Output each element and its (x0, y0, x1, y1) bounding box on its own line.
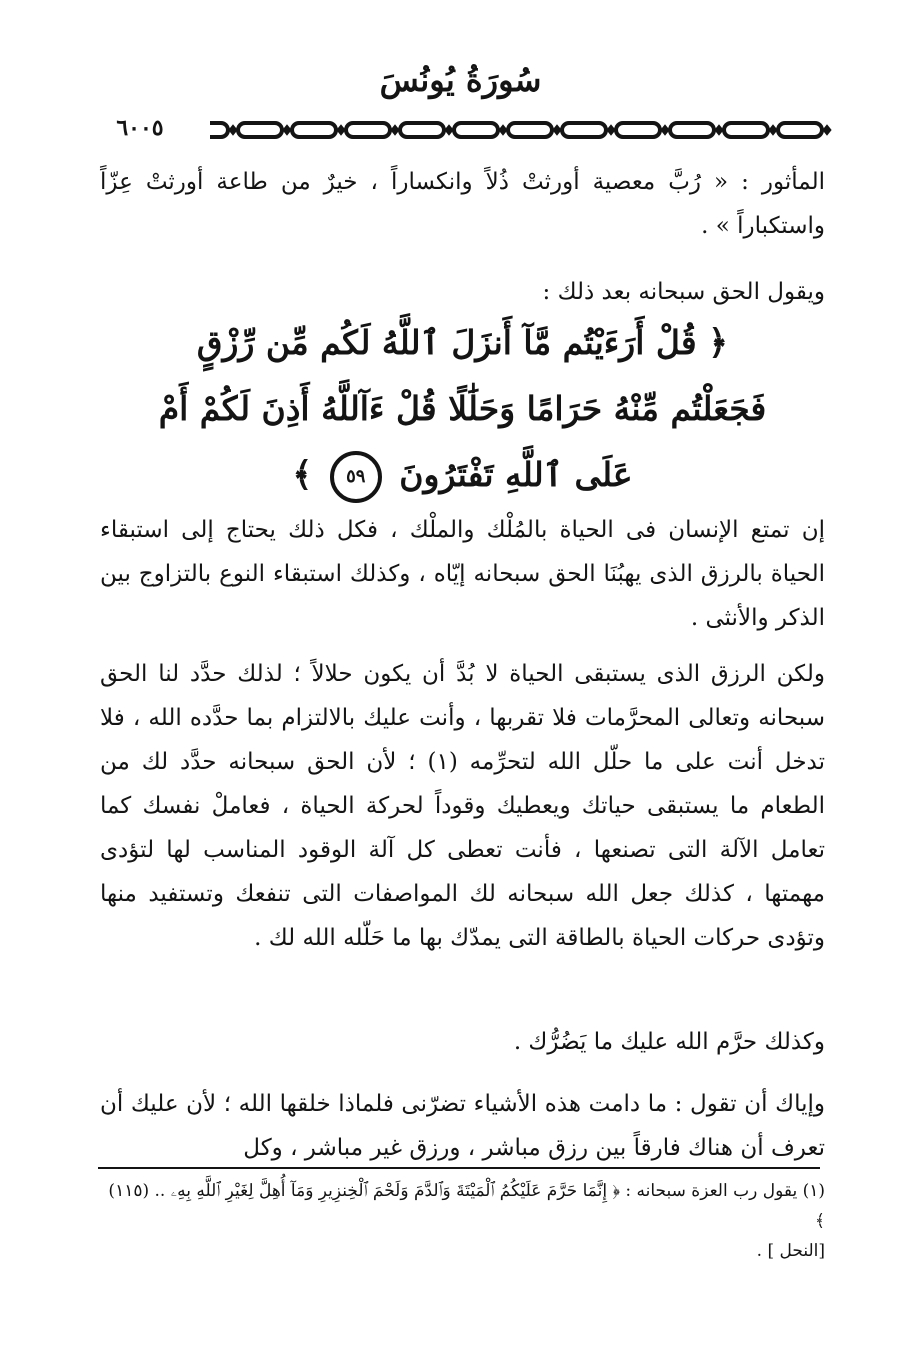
verse-text: عَلَى ٱللَّهِ تَفْتَرُونَ (399, 455, 633, 494)
chain-link (346, 123, 390, 137)
chain-diamond (661, 125, 669, 135)
chain-diamond (445, 125, 453, 135)
chain-diamond (391, 125, 399, 135)
verse-text: قُلْ أَرَءَيْتُم مَّآ أَنزَلَ ٱللَّهُ لَكُم مِّن رِّزْقٍ (196, 323, 697, 362)
verse-number-badge: ٥٩ (330, 451, 382, 503)
paragraph-proverb: المأثور : « رُبَّ معصية أورثتْ ذُلاً وانكساراً ، خيرٌ من طاعة أورثتْ عِزّاً واستكباراً » . (100, 169, 825, 239)
page-number: ٦٠٠٥ (70, 112, 210, 144)
footnote (100, 1176, 825, 1266)
chain-diamond (337, 125, 345, 135)
chain-link (562, 123, 606, 137)
chain-diamond (607, 125, 615, 135)
verse-open-bracket: ﴿ (708, 323, 729, 363)
chain-link (508, 123, 552, 137)
chain-diamond (229, 125, 237, 135)
chain-link (454, 123, 498, 137)
paragraph-sustenance: إن تمتع الإنسان فى الحياة بالمُلْك والملْك ، فكل ذلك يحتاج إلى استبقاء الحياة بالرزق الذى يهبُنَا الحق سبحانه إيّاه ، وكذلك استبقاء النوع بالتزاوج بين الذكر والأنثى . (100, 517, 825, 631)
chain-diamond (499, 125, 507, 135)
verse-line (90, 376, 835, 442)
quran-verse-block (90, 310, 835, 508)
footnote-line: [النحل ] . (756, 1241, 825, 1261)
paragraph-forbidden: وكذلك حرَّم الله عليك ما يَضُرُّك . (513, 1029, 825, 1055)
verse-close-bracket: ﴾ (292, 455, 313, 495)
chain-link (292, 123, 336, 137)
chain-link (616, 123, 660, 137)
verse-text: فَجَعَلْتُم مِّنْهُ حَرَامًا وَحَلَٰلًا قُلْ ءَآللَّهُ أَذِنَ لَكُمْ أَمْ (158, 389, 767, 428)
chain-diamond (715, 125, 723, 135)
chain-diamond (283, 125, 291, 135)
chain-link (724, 123, 768, 137)
surah-title: سُورَةُ يُونُسَ (379, 61, 542, 99)
chain-link (670, 123, 714, 137)
paragraph-warning: وإياك أن تقول : ما دامت هذه الأشياء تضرّنى فلماذا خلقها الله ؛ لأن عليك أن تعرف أن هناك فارقاً بين رزق مباشر ، ورزق غير مباشر ، وكل (100, 1091, 825, 1161)
chain-diamond (553, 125, 561, 135)
verse-line (90, 310, 835, 376)
verse-line (90, 442, 835, 508)
chain-link (238, 123, 282, 137)
footnote-line: (١) يقول رب العزة سبحانه : ﴿ إِنَّمَا حَرَّمَ عَلَيْكُمُ ٱلْمَيْتَةَ وَٱلدَّمَ وَلَحْمَ ٱلْخِنزِيرِ وَمَآ أُهِلَّ لِغَيْرِ ٱللَّهِ بِهِۦ .. (١١٥) ﴾ (108, 1181, 825, 1231)
chain-diamond (823, 125, 831, 135)
chain-link (778, 123, 822, 137)
footnote-rule (98, 1167, 820, 1169)
paragraph-intro: ويقول الحق سبحانه بعد ذلك : (542, 279, 825, 305)
chain-diamond (769, 125, 777, 135)
paragraph-halal: ولكن الرزق الذى يستبقى الحياة لا بُدَّ أن يكون حلالاً ؛ لذلك حدَّد لنا الحق سبحانه وتعالى المحرَّمات فلا تقربها ، وأنت عليك بالالتزام بما حدَّده الله ، فلا تدخل أنت على ما حلّل الله لتحرِّمه (١) ؛ لأن الحق سبحانه حدَّد لك من الطعام ما يستبقى حياتك ويعطيك وقوداً لحركة الحياة ، فعاملْ نفسك كما تعامل الآلة التى تصنعها ، فأنت تعطى كل آلة الوقود المناسب لها لتؤدى مهمتها ، كذلك جعل الله سبحانه لك المواصفات التى تنفعك وتستفيد منها وتؤدى حركات الحياة بالطاقة التى يمدّك بها ما حَلّله الله لك . (100, 661, 826, 951)
chain-link (400, 123, 444, 137)
